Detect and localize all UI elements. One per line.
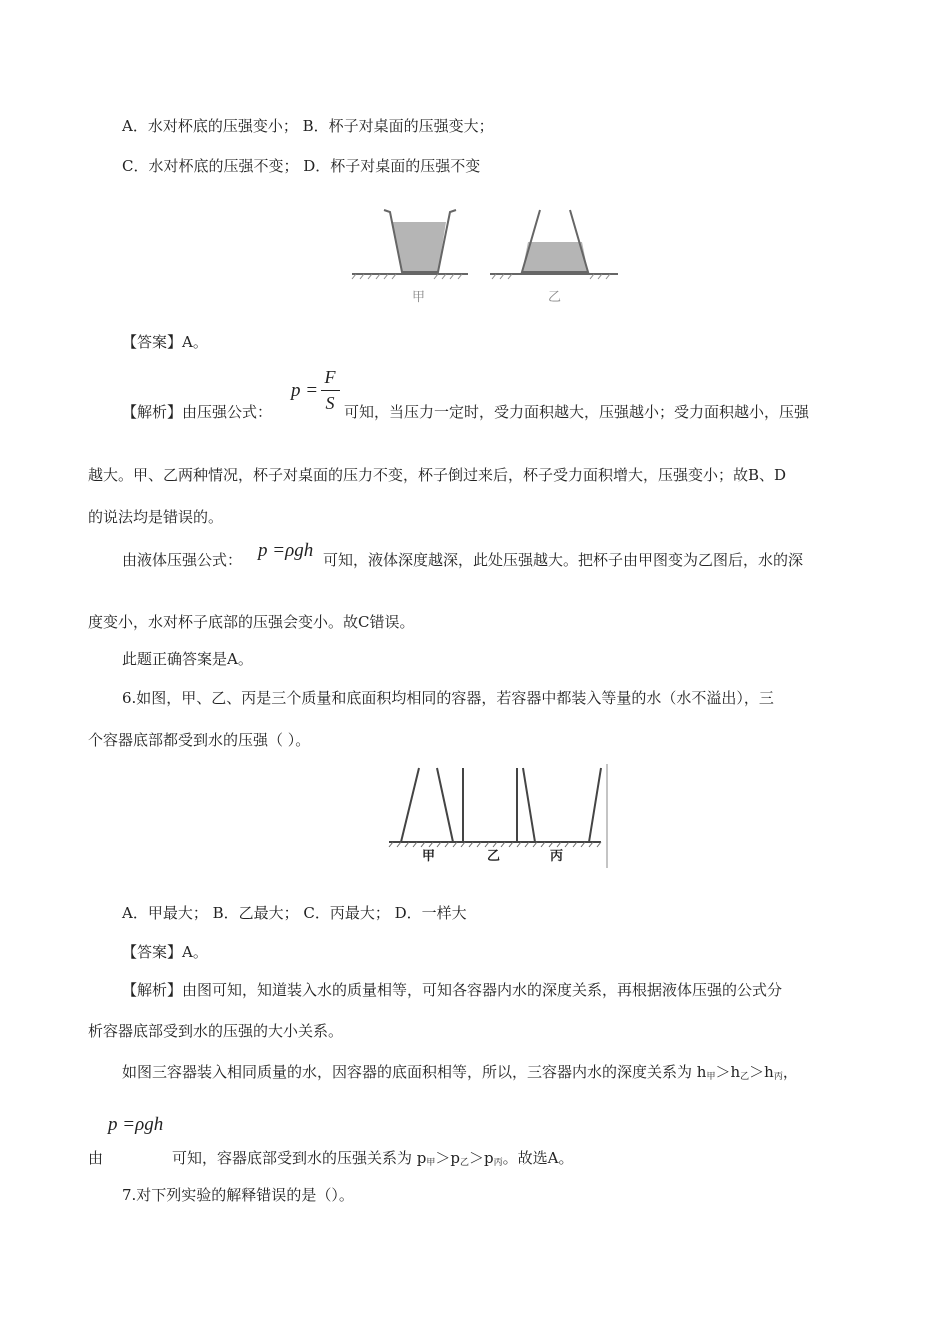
q5-analysis-prefix: 【解析】由压强公式： <box>122 403 273 421</box>
formula-liquid-pressure: p =ρgh <box>258 540 314 561</box>
sub-bing: 丙 <box>773 1072 783 1082</box>
q5-analysis-1a: 可知，当压力一定时，受力面积越大，压强越小；受力面积越小，压强 <box>344 403 810 421</box>
sub-jia: 甲 <box>706 1072 716 1082</box>
q6-question-1: 6.如图，甲、乙、丙是三个质量和底面积均相同的容器，若容器中都装入等量的水（水不溢出），三 <box>122 689 774 707</box>
fig2-label-yi: 乙 <box>487 849 501 864</box>
q6-analysis-2 <box>122 1061 798 1088</box>
q5-analysis-2a: 可知，液体深度越深，此处压强越大。把杯子由甲图变为乙图后，水的深 <box>323 551 804 569</box>
q5-answer: 【答案】A。 <box>122 333 208 351</box>
sub-yi: 乙 <box>460 1158 470 1168</box>
gt-sign: ＞h <box>749 1063 774 1081</box>
q6-analysis-3-prefix: 由 <box>88 1149 104 1167</box>
q7-question: 7.对下列实验的解释错误的是（）。 <box>122 1186 354 1204</box>
gt-sign: ＞h <box>715 1063 741 1081</box>
q6-analysis-2-text: 如图三容器装入相同质量的水，因容器的底面积相等，所以，三容器内水的深度关系为 h <box>122 1063 707 1081</box>
sub-bing: 丙 <box>493 1158 503 1168</box>
fig2-label-bing: 丙 <box>550 849 564 864</box>
formula-p-equals: p = <box>291 380 319 401</box>
q5-analysis-2-prefix: 由液体压强公式： <box>122 551 243 569</box>
q6-question-2: 个容器底部都受到水的压强（ ）。 <box>88 731 311 749</box>
gt-p-sign: ＞p <box>469 1149 494 1167</box>
formula-numerator-f: F <box>324 367 336 387</box>
formula-liquid-pressure-2: p =ρgh <box>108 1114 164 1135</box>
q5-options-line2: C．水对杯底的压强不变； D．杯子对桌面的压强不变 <box>122 157 481 175</box>
q6-analysis-3 <box>172 1147 573 1174</box>
q6-analysis-1a: 【解析】由图可知，知道装入水的质量相等，可知各容器内水的深度关系，再根据液体压强的公式分 <box>122 981 783 999</box>
fig1-label-yi: 乙 <box>548 290 562 305</box>
q5-options-line1: A．水对杯底的压强变小； B．杯子对桌面的压强变大； <box>122 117 494 135</box>
sub-yi: 乙 <box>740 1072 750 1082</box>
q5-analysis-1c: 的说法均是错误的。 <box>88 508 224 526</box>
formula-denominator-s: S <box>325 393 335 413</box>
q5-conclusion: 此题正确答案是A。 <box>122 650 253 668</box>
cups-figure <box>350 200 630 315</box>
q6-answer: 【答案】A。 <box>122 943 208 961</box>
fraction-bar <box>321 390 340 391</box>
sub-jia: 甲 <box>426 1158 436 1168</box>
fig2-label-jia: 甲 <box>422 849 436 864</box>
q6-analysis-3-text: 可知，容器底部受到水的压强关系为 p <box>172 1149 427 1167</box>
comma: ， <box>782 1063 798 1081</box>
q6-options: A．甲最大； B．乙最大； C．丙最大； D．一样大 <box>122 904 467 922</box>
gt-p-sign: ＞p <box>435 1149 460 1167</box>
fig1-label-jia: 甲 <box>412 290 426 305</box>
q6-analysis-3-end: 。故选A。 <box>502 1149 574 1167</box>
q6-analysis-1b: 析容器底部受到水的压强的大小关系。 <box>88 1022 344 1040</box>
q5-analysis-1b: 越大。甲、乙两种情况，杯子对桌面的压力不变，杯子倒过来后，杯子受力面积增大，压强变小；故B、D <box>88 466 787 484</box>
q5-analysis-2b: 度变小，水对杯子底部的压强会变小。故C错误。 <box>88 613 415 631</box>
